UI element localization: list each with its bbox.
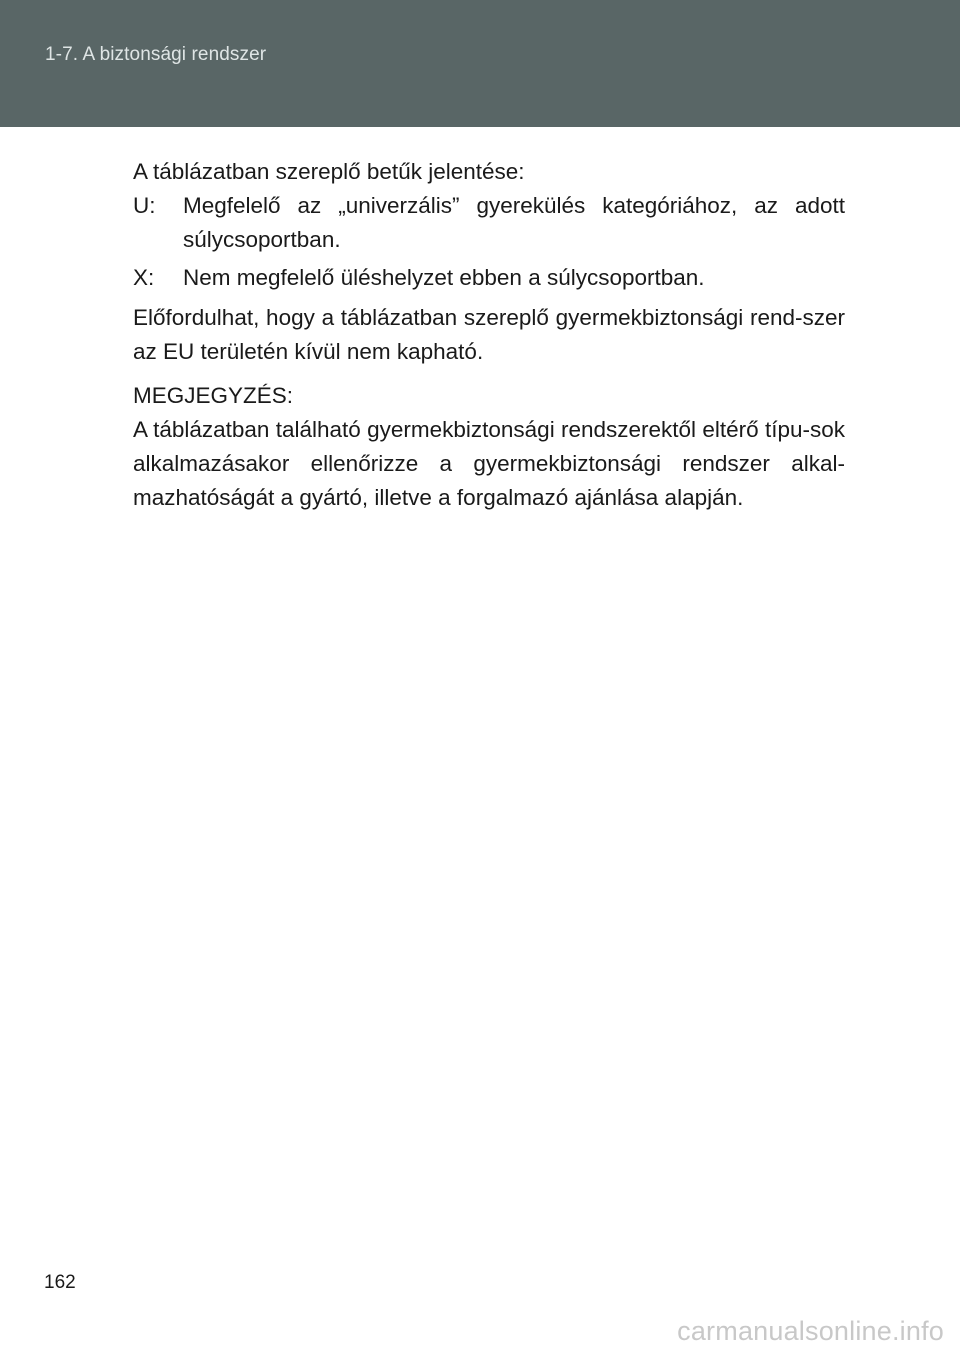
watermark: carmanualsonline.info [677, 1316, 944, 1346]
legend-key: U: [133, 193, 156, 218]
page-header-band [0, 0, 960, 127]
page-number: 162 [44, 1272, 76, 1293]
note-block [133, 379, 845, 515]
note-heading: MEGJEGYZÉS: [133, 383, 294, 408]
legend-key: X: [133, 265, 155, 290]
legend-item-u [133, 189, 845, 257]
section-title: 1-7. A biztonsági rendszer [45, 44, 267, 65]
legend-intro: A táblázatban szereplő betűk jelentése: [133, 159, 525, 184]
legend-text: Nem megfelelő üléshelyzet ebben a súlycsoportban. [183, 265, 705, 290]
legend-text: Megfelelő az „univerzális” gyerekülés kategóriához, az adott súlycsoportban. [183, 193, 845, 252]
legend-item-x [133, 261, 845, 295]
note-text: A táblázatban található gyermekbiztonsági rendszerektől eltérő típu-sok alkalmazásakor ellenőrizze a gyermekbiztonsági rendszer alkal-mazhatóságát a gyártó, illetve a forgalmazó ajánlása alapján. [133, 417, 845, 510]
availability-paragraph: Előfordulhat, hogy a táblázatban szereplő gyermekbiztonsági rend-szer az EU területén kívül nem kapható. [133, 305, 845, 364]
page-content [133, 155, 845, 515]
